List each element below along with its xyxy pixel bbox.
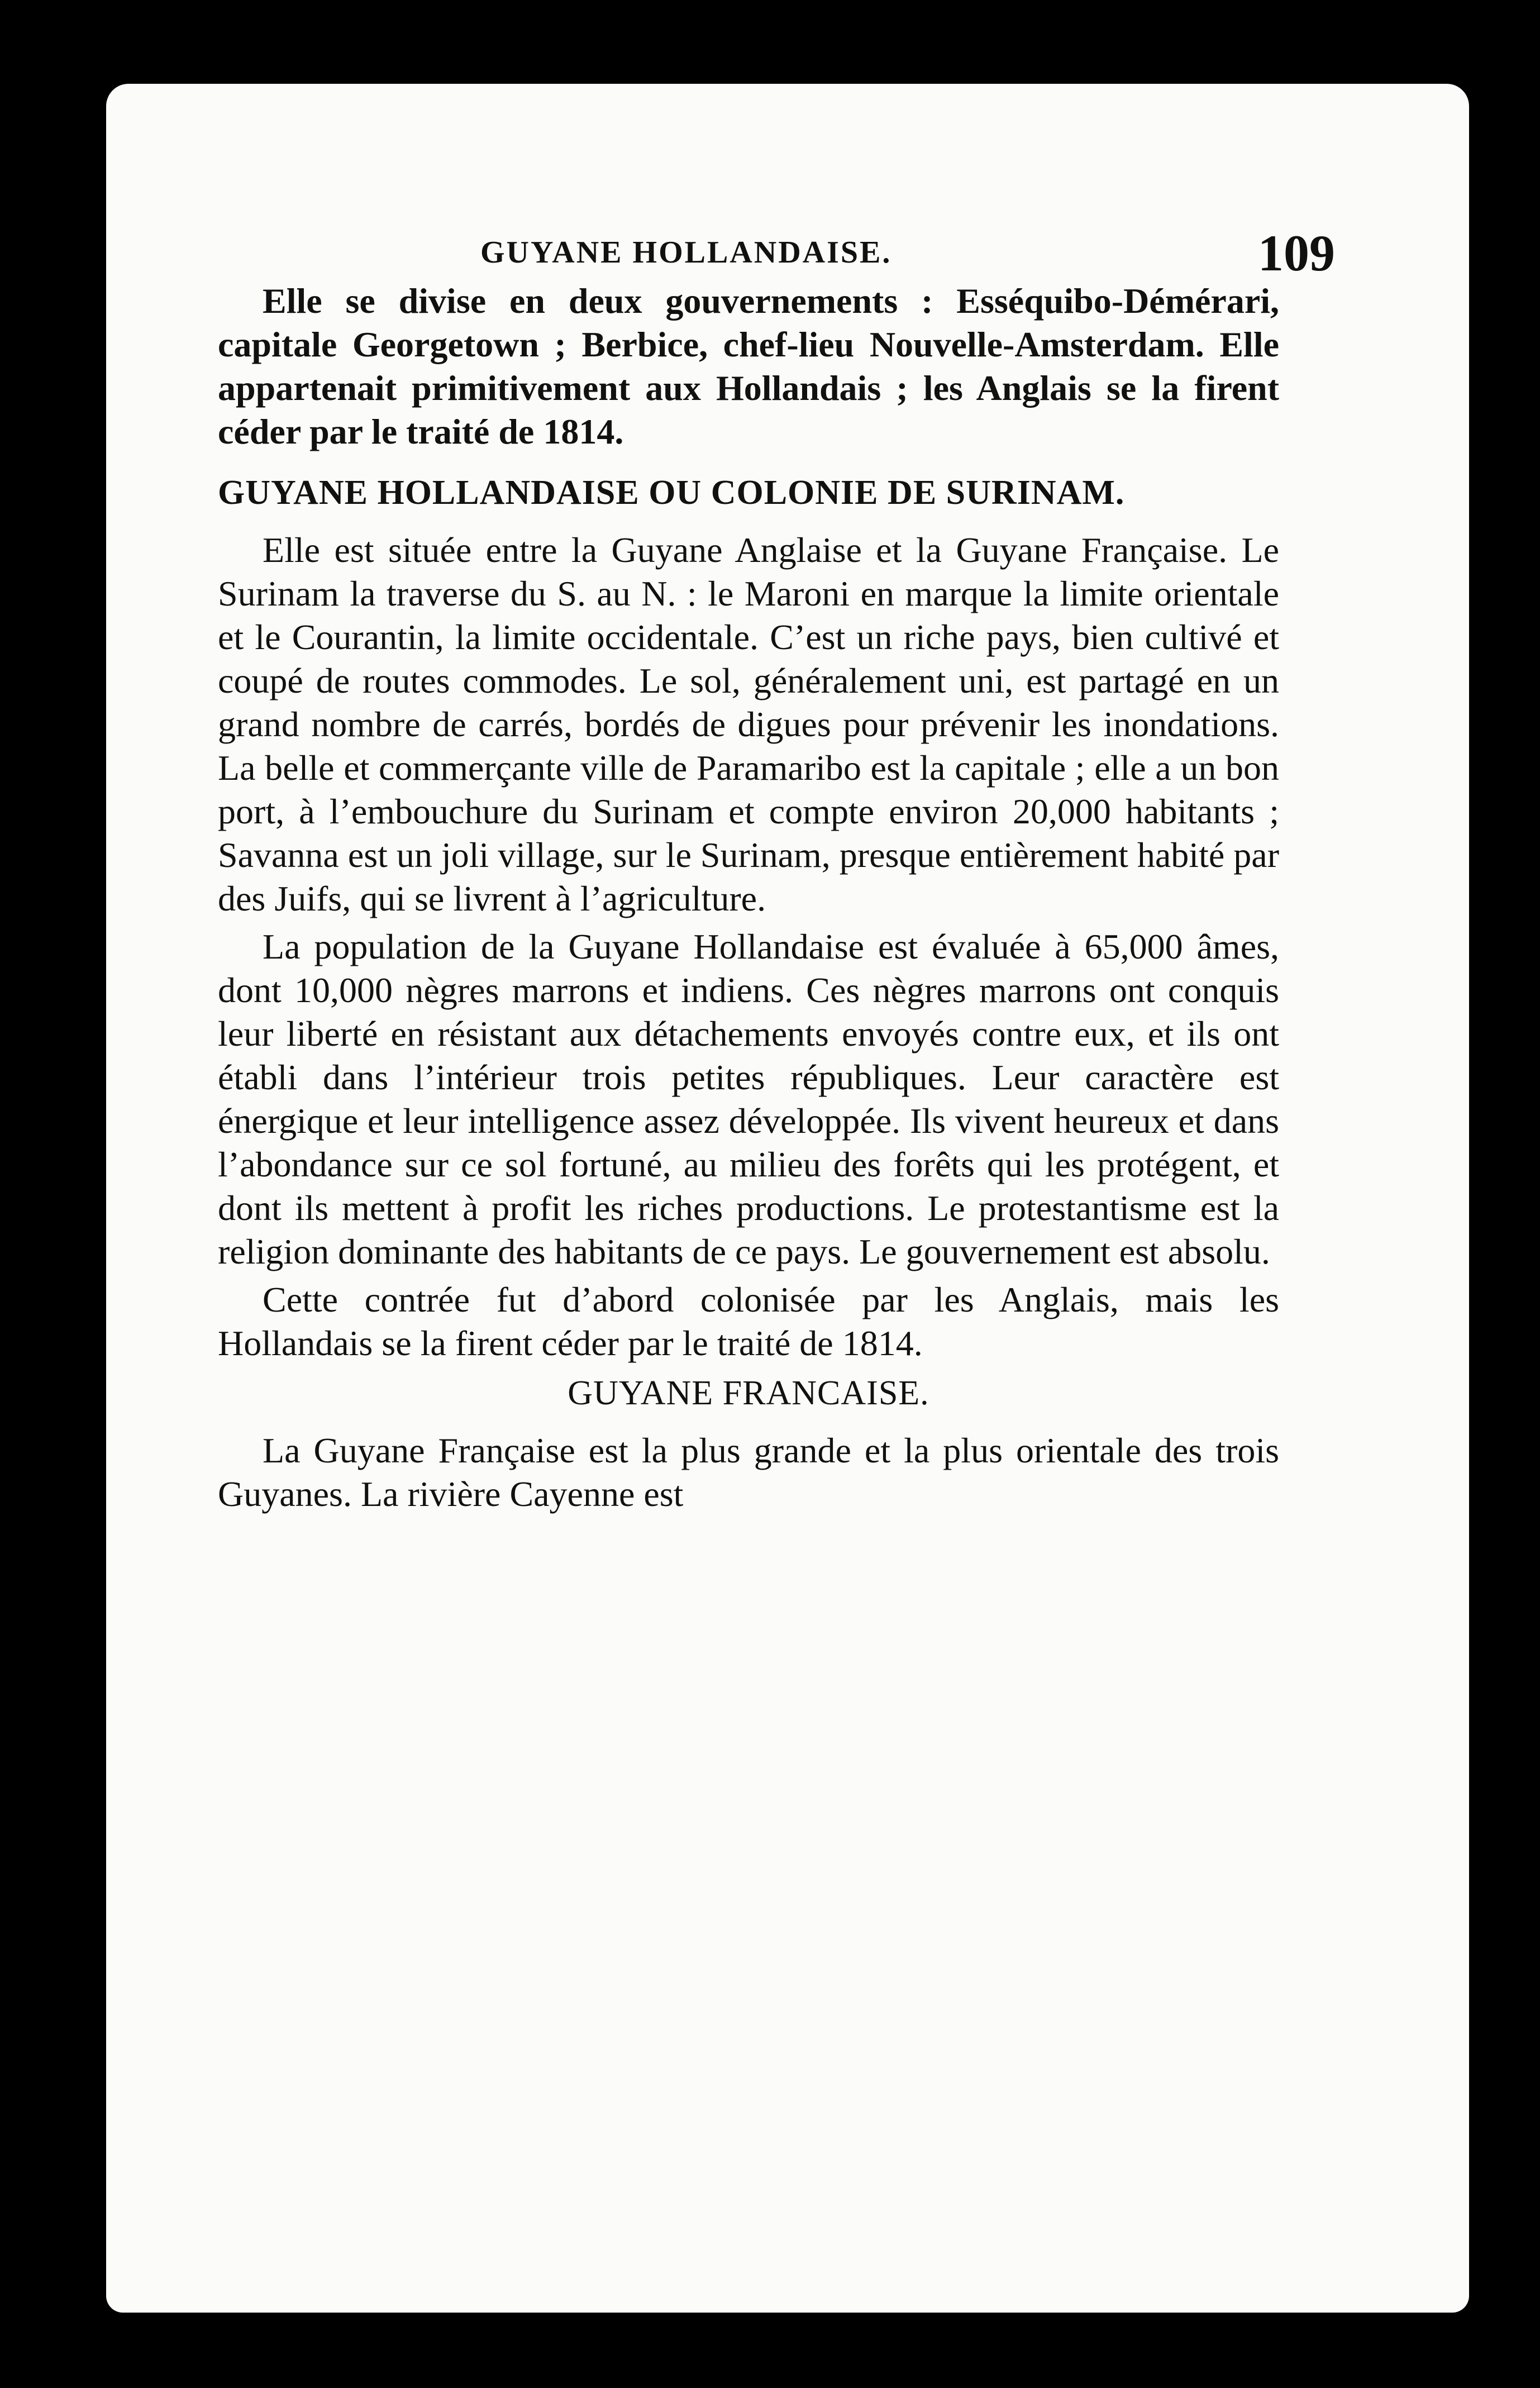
- paragraph-guyane-anglaise-divisions: Elle se divise en deux gouvernements : Esséquibo-Démérari, capitale Georgetown ; Berbice, chef-lieu Nouvelle-Amsterdam. Elle appartenait primitivement aux Hollandais ; les Anglais se la firent céder par le traité de 1814.: [218, 281, 1279, 451]
- running-head: [218, 212, 1335, 282]
- paragraph-colonisation: Cette contrée fut d’abord colonisée par les Anglais, mais les Hollandais se la firent céder par le traité de 1814.: [218, 1280, 1279, 1363]
- paragraph-population: La population de la Guyane Hollandaise est évaluée à 65,000 âmes, dont 10,000 nègres marrons et indiens. Ces nègres marrons ont conquis leur liberté en résistant aux détachements envoyés contre eux, et ils ont établi dans l’intérieur trois petites républiques. Leur caractère est énergique et leur intelligence assez développée. Ils vivent heureux et dans l’abondance sur ce sol fortuné, au milieu des forêts qui les protégent, et dont ils mettent à profit les riches productions. Le protestantisme est la religion dominante des habitants de ce pays. Le gouvernement est absolu.: [218, 927, 1279, 1271]
- book-page: [106, 84, 1469, 2313]
- running-title: GUYANE HOLLANDAISE.: [480, 235, 892, 270]
- section-heading-guyane-hollandaise: GUYANE HOLLANDAISE OU COLONIE DE SURINAM.: [218, 474, 1125, 512]
- page-number: 109: [1258, 225, 1335, 282]
- paragraph-guyane-francaise: La Guyane Française est la plus grande et la plus orientale des trois Guyanes. La rivière Cayenne est: [218, 1431, 1279, 1514]
- section-heading-guyane-francaise: GUYANE FRANCAISE.: [568, 1374, 929, 1412]
- paragraph-situation-surinam: Elle est située entre la Guyane Anglaise et la Guyane Française. Le Surinam la traverse du S. au N. : le Maroni en marque la limite orientale et le Courantin, la limite occidentale. C’est un riche pays, bien cultivé et coupé de routes commodes. Le sol, généralement uni, est partagé en un grand nombre de carrés, bordés de digues pour prévenir les inondations. La belle et commerçante ville de Paramaribo est la capitale ; elle a un bon port, à l’embouchure du Surinam et compte environ 20,000 habitants ; Savanna est un joli village, sur le Surinam, presque entièrement habité par des Juifs, qui se livrent à l’agriculture.: [218, 530, 1279, 918]
- page-content: [218, 212, 1335, 1516]
